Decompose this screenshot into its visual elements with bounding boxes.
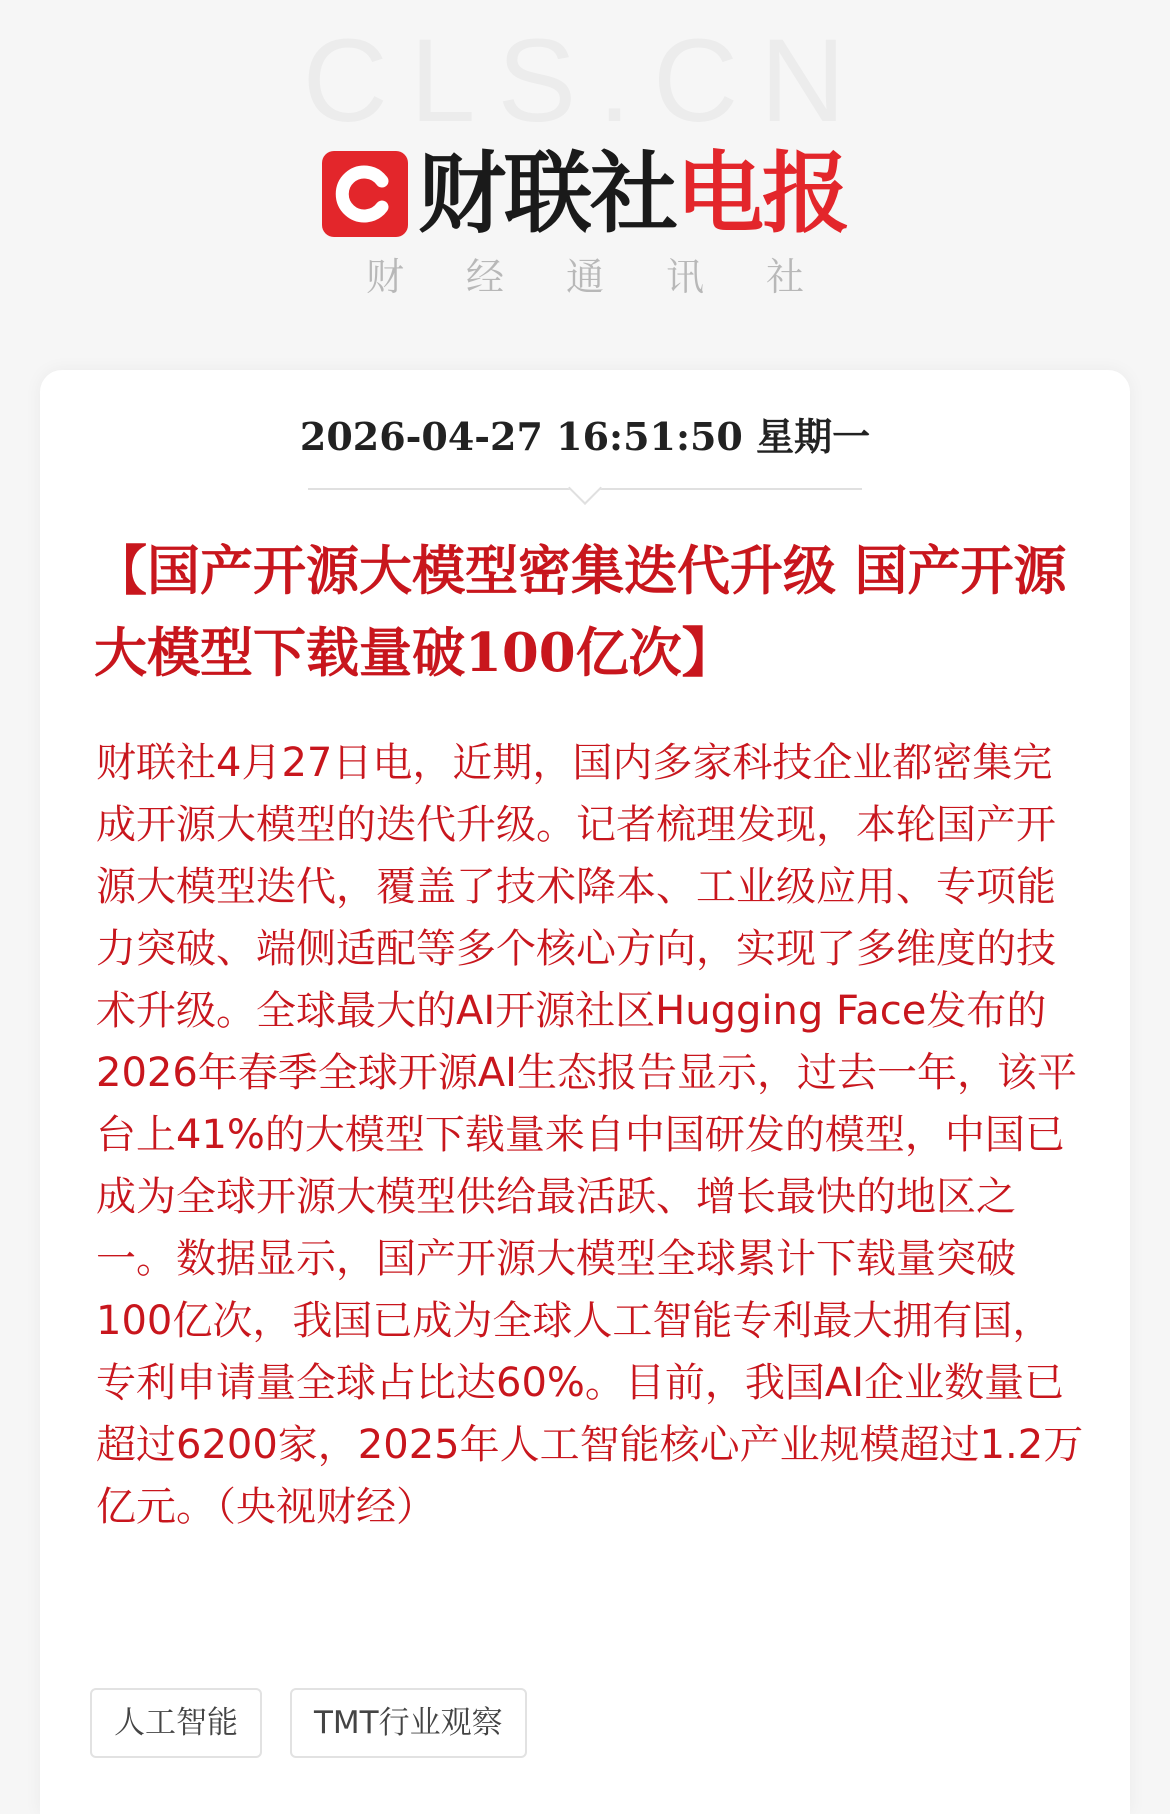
article-body: 财联社4月27日电，近期，国内多家科技企业都密集完成开源大模型的迭代升级。记者梳理发现，本轮国产开源大模型迭代，覆盖了技术降本、工业级应用、专项能力突破、端侧适配等多个核心方向，实现了多维度的技术升级。全球最大的AI开源社区Hugging Face发布的2026年春季全球开源AI生态报告显示，过去一年，该平台上41%的大模型下载量来自中国研发的模型，中国已成为全球开源大模型供给最活跃、增长最快的地区之一。数据显示，国产开源大模型全球累计下载量突破100亿次，我国已成为全球人工智能专利最大拥有国，专利申请量全球占比达60%。目前，我国AI企业数量已超过6200家，2025年人工智能核心产业规模超过1.2万亿元。（央视财经）	[96, 740, 1084, 1530]
tag-list	[90, 1688, 527, 1758]
divider-notch-icon	[568, 471, 602, 505]
cls-logo-icon	[322, 151, 408, 237]
brand-tagline: 财经通讯社	[365, 255, 866, 299]
tag-ai[interactable]: 人工智能	[90, 1688, 262, 1758]
brand-name-accent: 电报	[676, 142, 849, 245]
brand-header	[0, 142, 1170, 245]
publish-datetime: 2026-04-27 16:51:50 星期一	[299, 414, 871, 459]
c-letter-icon	[330, 159, 400, 229]
tag-tmt[interactable]: TMT行业观察	[290, 1688, 527, 1758]
brand-name	[417, 142, 849, 245]
watermark-text: CLS.CN	[302, 15, 868, 147]
article-headline: 【国产开源大模型密集迭代升级 国产开源大模型下载量破100亿次】	[94, 540, 1067, 684]
brand-name-main: 财联社	[417, 142, 676, 245]
news-card	[40, 370, 1130, 1814]
